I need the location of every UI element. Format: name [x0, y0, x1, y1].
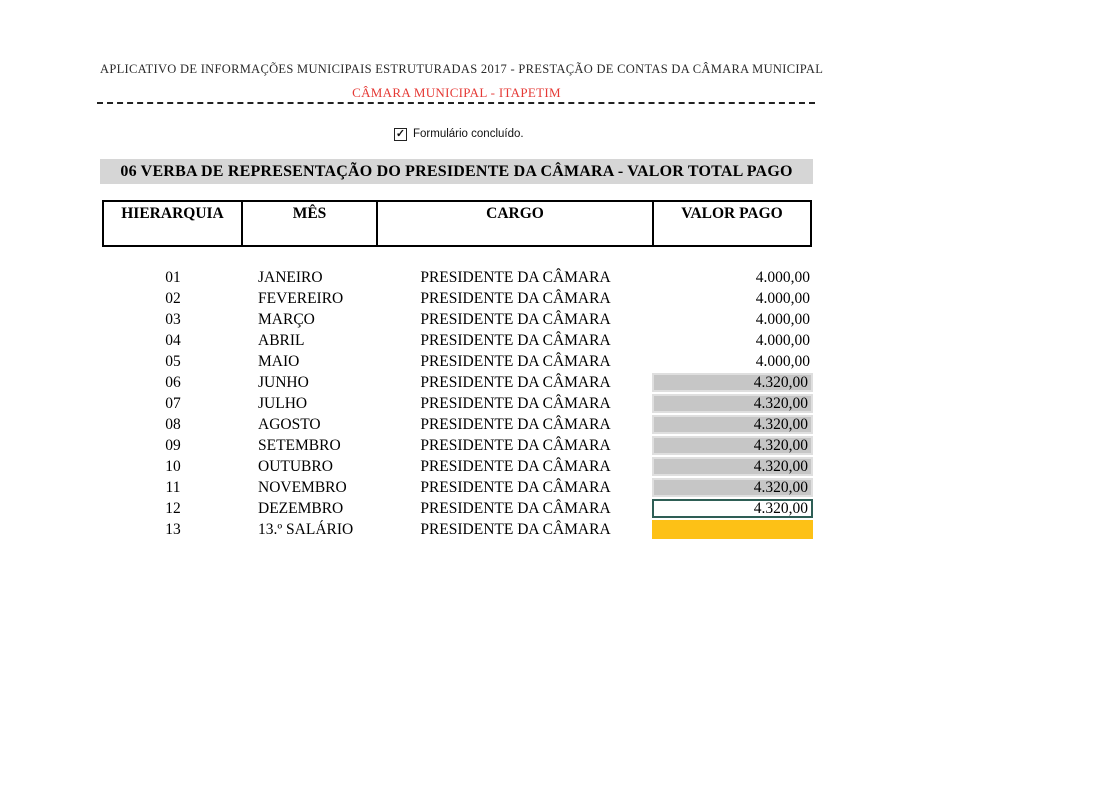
- valor-input[interactable]: [652, 520, 813, 539]
- hierarchy-cell: 10: [165, 458, 181, 475]
- table-row: [100, 477, 813, 498]
- table-row: [100, 435, 813, 456]
- cargo-cell: PRESIDENTE DA CÂMARA: [420, 332, 611, 349]
- column-header-cargo: CARGO: [378, 202, 654, 245]
- column-header-mes: MÊS: [243, 202, 378, 245]
- cargo-cell: PRESIDENTE DA CÂMARA: [420, 416, 611, 433]
- table-row: [100, 414, 813, 435]
- month-cell: JANEIRO: [258, 269, 323, 286]
- hierarchy-cell: 12: [165, 500, 181, 517]
- table-row: [100, 330, 813, 351]
- month-cell: FEVEREIRO: [258, 290, 344, 307]
- table-row: [100, 519, 813, 540]
- cargo-cell: PRESIDENTE DA CÂMARA: [420, 269, 611, 286]
- month-cell: OUTUBRO: [258, 458, 333, 475]
- form-completed-row: [394, 126, 524, 142]
- valor-input[interactable]: [652, 415, 813, 434]
- hierarchy-cell: 03: [165, 311, 181, 328]
- valor-text: 4.000,00: [755, 353, 810, 370]
- month-cell: NOVEMBRO: [258, 479, 347, 496]
- table-row: [100, 393, 813, 414]
- valor-text: 4.000,00: [755, 269, 810, 286]
- column-header-hierarquia: HIERARQUIA: [104, 202, 243, 245]
- table-row: [100, 267, 813, 288]
- hierarchy-cell: 13: [165, 521, 181, 538]
- hierarchy-cell: 11: [165, 479, 181, 496]
- month-cell: JUNHO: [258, 374, 309, 391]
- cargo-cell: PRESIDENTE DA CÂMARA: [420, 353, 611, 370]
- cargo-cell: PRESIDENTE DA CÂMARA: [420, 479, 611, 496]
- cargo-cell: PRESIDENTE DA CÂMARA: [420, 311, 611, 328]
- month-cell: 13.º SALÁRIO: [258, 521, 354, 538]
- valor-input[interactable]: [652, 478, 813, 497]
- hierarchy-cell: 04: [165, 332, 181, 349]
- month-cell: JULHO: [258, 395, 308, 412]
- cargo-cell: PRESIDENTE DA CÂMARA: [420, 500, 611, 517]
- cargo-cell: PRESIDENTE DA CÂMARA: [420, 437, 611, 454]
- cargo-cell: PRESIDENTE DA CÂMARA: [420, 521, 611, 538]
- table-row: [100, 351, 813, 372]
- cargo-cell: PRESIDENTE DA CÂMARA: [420, 395, 611, 412]
- cargo-cell: PRESIDENTE DA CÂMARA: [420, 290, 611, 307]
- hierarchy-cell: 07: [165, 395, 181, 412]
- column-header-valor-pago: VALOR PAGO: [681, 205, 783, 222]
- section-title: 06 VERBA DE REPRESENTAÇÃO DO PRESIDENTE DA CÂMARA - VALOR TOTAL PAGO: [120, 163, 793, 180]
- valor-text: 4.000,00: [755, 332, 810, 349]
- cargo-cell: PRESIDENTE DA CÂMARA: [420, 458, 611, 475]
- month-cell: MAIO: [258, 353, 300, 370]
- table-body: [100, 267, 813, 540]
- hierarchy-cell: 01: [165, 269, 181, 286]
- section-title-bar: [100, 159, 813, 184]
- table-header-row: [102, 200, 812, 247]
- entity-title: CÂMARA MUNICIPAL - ITAPETIM: [352, 85, 561, 100]
- hierarchy-cell: 06: [165, 374, 181, 391]
- hierarchy-cell: 05: [165, 353, 181, 370]
- hierarchy-cell: 02: [165, 290, 181, 307]
- valor-input[interactable]: [652, 394, 813, 413]
- hierarchy-cell: 08: [165, 416, 181, 433]
- table-row: [100, 372, 813, 393]
- form-completed-checkbox[interactable]: [394, 128, 407, 141]
- month-cell: MARÇO: [258, 311, 315, 328]
- valor-input[interactable]: [652, 373, 813, 392]
- month-cell: AGOSTO: [258, 416, 321, 433]
- hierarchy-cell: 09: [165, 437, 181, 454]
- month-cell: ABRIL: [258, 332, 305, 349]
- checkmark-icon: ✓: [395, 127, 406, 140]
- table-row: [100, 309, 813, 330]
- valor-input[interactable]: [652, 457, 813, 476]
- valor-text: 4.000,00: [755, 290, 810, 307]
- app-title: APLICATIVO DE INFORMAÇÕES MUNICIPAIS ESTRUTURADAS 2017 - PRESTAÇÃO DE CONTAS DA CÂMARA MUNICIPAL: [100, 62, 824, 76]
- month-cell: DEZEMBRO: [258, 500, 344, 517]
- form-completed-label: Formulário concluído.: [413, 128, 524, 140]
- cargo-cell: PRESIDENTE DA CÂMARA: [420, 374, 611, 391]
- valor-text: 4.000,00: [755, 311, 810, 328]
- table-row: [100, 456, 813, 477]
- valor-input[interactable]: [652, 436, 813, 455]
- dashed-divider: [97, 102, 815, 104]
- month-cell: SETEMBRO: [258, 437, 341, 454]
- valor-input[interactable]: [652, 499, 813, 518]
- table-row: [100, 288, 813, 309]
- table-row: [100, 498, 813, 519]
